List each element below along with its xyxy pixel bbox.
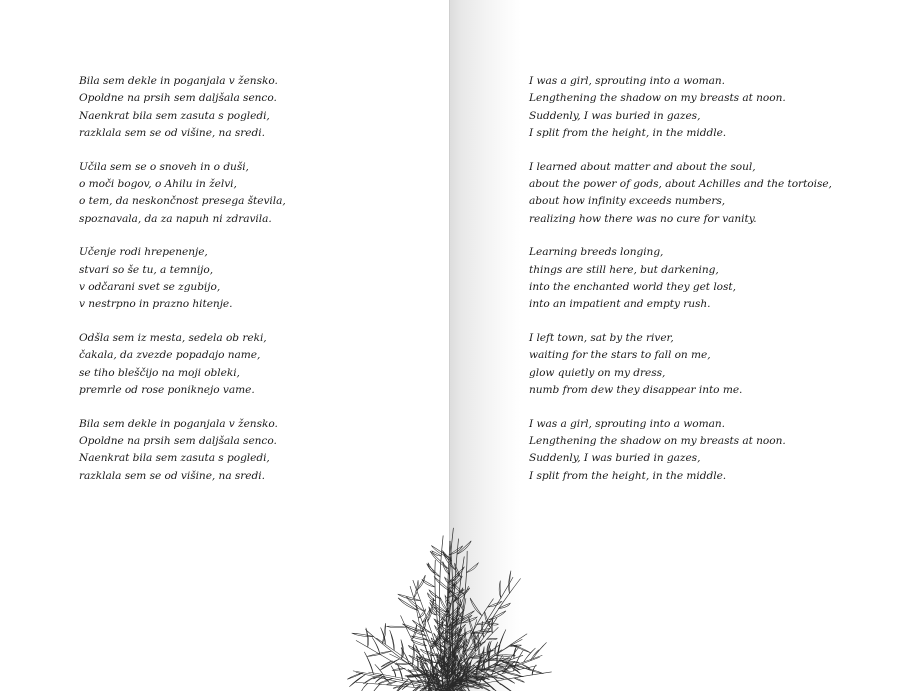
left-stanza (79, 416, 419, 486)
right-poem-line: I was a girl, sprouting into a woman. (529, 75, 725, 87)
right-poem-line: numb from dew they disappear into me. (529, 384, 743, 397)
right-poem-line: Suddenly, I was buried in gazes, (529, 109, 701, 122)
left-poem-line: razklala sem se od višine, na sredi. (79, 469, 265, 482)
right-poem-line: into an impatient and empty rush. (529, 298, 711, 311)
left-poem-line: stvari so še tu, a temnijo, (79, 263, 214, 276)
left-poem-line: Odšla sem iz mesta, sedela ob reki, (79, 331, 267, 344)
right-stanza (529, 244, 869, 314)
right-poem-line: I was a girl, sprouting into a woman. (529, 417, 725, 430)
left-poem-line: spoznavala, da za napuh ni zdravila. (79, 212, 272, 225)
left-poem-line: Opoldne na prsih sem daljšala senco. (79, 92, 277, 105)
right-poem-line: I learned about matter and about the soul, (529, 160, 756, 173)
right-poem-line: Lengthening the shadow on my breasts at noon. (529, 92, 786, 105)
left-poem-line: v odčarani svet se zgubijo, (79, 281, 221, 294)
left-poem-line: Učila sem se o snoveh in o duši, (79, 160, 249, 173)
left-poem-line: v nestrpno in prazno hitenje. (79, 298, 233, 311)
left-poem-line: Naenkrat bila sem zasuta s pogledi, (79, 452, 270, 465)
right-poem-line: things are still here, but darkening, (529, 263, 719, 276)
left-poem-line: čakala, da zvezde popadajo name, (79, 349, 261, 362)
right-stanza (529, 73, 869, 143)
right-poem-line: Lengthening the shadow on my breasts at noon. (529, 434, 786, 447)
right-poem-line: Learning breeds longing, (529, 246, 664, 259)
left-poem-line: Bila sem dekle in poganjala v žensko. (79, 75, 278, 87)
left-poem-line: Naenkrat bila sem zasuta s pogledi, (79, 109, 270, 122)
left-poem-line: o moči bogov, o Ahilu in želvi, (79, 178, 237, 191)
right-stanza (529, 416, 869, 486)
left-page-poem (79, 73, 419, 501)
right-poem-line: glow quietly on my dress, (529, 366, 666, 379)
left-poem-line: Bila sem dekle in poganjala v žensko. (79, 417, 278, 430)
left-poem-line: Opoldne na prsih sem daljšala senco. (79, 434, 277, 447)
right-poem-line: I split from the height, in the middle. (529, 469, 727, 482)
right-poem-line: about how infinity exceeds numbers, (529, 195, 726, 208)
right-poem-line: I left town, sat by the river, (529, 331, 674, 344)
right-poem-line: realizing how there was no cure for vanity. (529, 212, 757, 225)
left-poem-line: premrle od rose poniknejo vame. (79, 384, 255, 397)
right-poem-line: I split from the height, in the middle. (529, 127, 727, 140)
left-poem-line: razklala sem se od višine, na sredi. (79, 127, 265, 140)
left-poem-line: Učenje rodi hrepenenje, (79, 246, 208, 259)
right-poem-line: Suddenly, I was buried in gazes, (529, 452, 701, 465)
left-stanza (79, 330, 419, 400)
right-stanza (529, 330, 869, 400)
left-stanza (79, 159, 419, 229)
left-poem-line: se tiho bleščijo na moji obleki, (79, 366, 240, 379)
right-poem-line: waiting for the stars to fall on me, (529, 349, 711, 362)
right-poem-line: into the enchanted world they get lost, (529, 281, 736, 294)
right-stanza (529, 159, 869, 229)
left-poem-line: o tem, da neskončnost presega števila, (79, 195, 286, 208)
grass-tuft-illustration-icon (345, 510, 555, 691)
right-page-poem (529, 73, 869, 501)
left-stanza (79, 73, 419, 143)
right-poem-line: about the power of gods, about Achilles and the tortoise, (529, 178, 832, 191)
left-stanza (79, 244, 419, 314)
